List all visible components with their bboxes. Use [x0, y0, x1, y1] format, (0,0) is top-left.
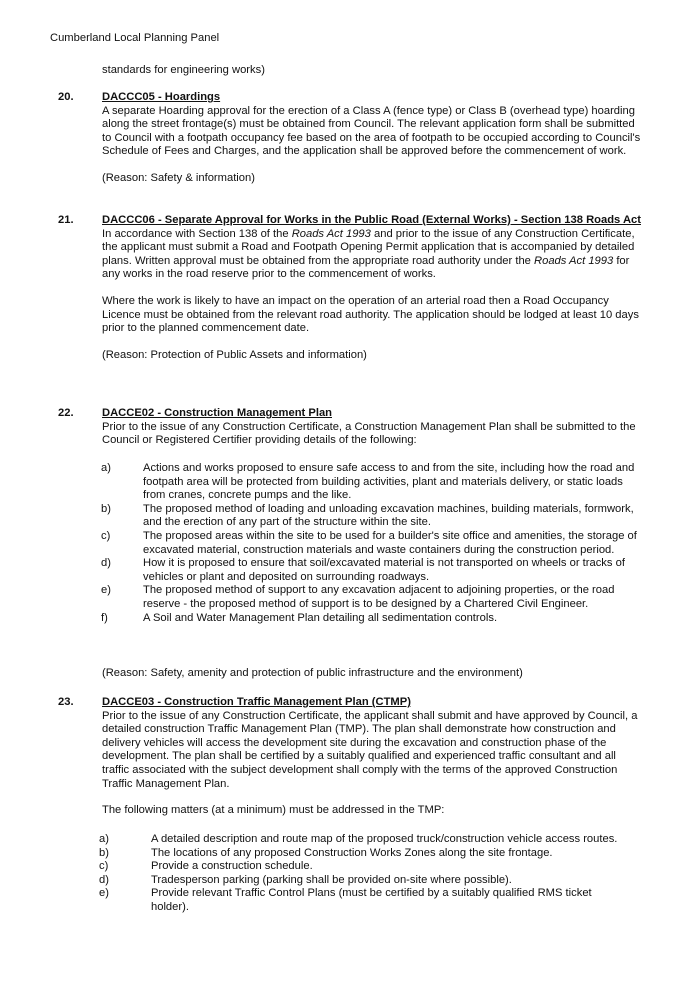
condition-number: 20. — [58, 91, 74, 103]
condition-22-list — [101, 462, 641, 625]
continuation-text: standards for engineering works) — [102, 64, 265, 76]
list-item: e) The proposed method of support to any excavation adjacent to adjoining properties, or the road reserve - the proposed method of support is to be designed by a Chartered Civil Engineer. — [101, 584, 615, 610]
condition-reason: (Reason: Safety & information) — [102, 171, 255, 184]
condition-reason: (Reason: Safety, amenity and protection of public infrastructure and the environment) — [102, 667, 523, 679]
list-item: c) The proposed areas within the site to be used for a builder's site office and amenities, the storage of excavated material, construction materials and waste containers during the construction period. — [101, 529, 637, 556]
condition-intro: Prior to the issue of any Construction Certificate, a Construction Management Plan shall be submitted to the Council or Registered Certifier providing details of the following: — [102, 420, 636, 447]
condition-title: DACCE02 - Construction Management Plan — [102, 407, 332, 419]
condition-body: In accordance with Section 138 of the Roads Act 1993 and prior to the issue of any Construction Certificate, the applicant must submit a Road and Footpath Opening Permit application that is accompanied by detailed plans. Written approval must be obtained from the appropriate road authority under the Roads Act 1993 for any works in the road reserve prior to the commencement of works. — [102, 227, 635, 281]
condition-23-list — [99, 833, 629, 915]
condition-title: DACCE03 - Construction Traffic Management Plan (CTMP) — [102, 696, 411, 708]
condition-21 — [102, 214, 642, 362]
list-item: c) Provide a construction schedule. — [99, 860, 313, 873]
condition-title: DACCC06 - Separate Approval for Works in the Public Road (External Works) - Section 138 Roads Act — [102, 214, 641, 226]
list-item: f) A Soil and Water Management Plan detailing all sedimentation controls. — [101, 611, 498, 624]
list-item: d) How it is proposed to ensure that soil/excavated material is not transported on wheels or tracks of vehicles or plant and deposited on surrounding roadways. — [101, 557, 625, 583]
condition-number: 23. — [58, 696, 74, 708]
list-item: d) Tradesperson parking (parking shall be provided on-site where possible). — [99, 873, 512, 886]
condition-reason: (Reason: Protection of Public Assets and information) — [102, 348, 367, 361]
list-item: b) The locations of any proposed Construction Works Zones along the site frontage. — [99, 846, 553, 859]
condition-intro: Prior to the issue of any Construction Certificate, the applicant shall submit and have approved by Council, a detailed construction Traffic Management Plan (TMP). The plan shall demonstrate how construction and delivery vehicles will access the development site during the excavation and construction phase of the development. The plan shall be certified by a suitably qualified and experienced traffic consultant and all traffic associated with the subject development shall comply with the terms of the approved Construction Traffic Management Plan. — [102, 709, 638, 790]
list-item: a) Actions and works proposed to ensure safe access to and from the site, including how the road and footpath area will be protected from building activities, plant and materials delivery, or static loads from cranes, concrete pumps and the like. — [101, 462, 635, 502]
condition-22 — [102, 407, 642, 448]
list-item: e) Provide relevant Traffic Control Plans (must be certified by a suitably qualified RMS ticket holder). — [99, 887, 592, 913]
condition-lead: The following matters (at a minimum) must be addressed in the TMP: — [102, 804, 445, 817]
condition-body-2: Where the work is likely to have an impact on the operation of an arterial road then a Road Occupancy Licence must be obtained from the relevant road authority. The application should be lodged at least 10 days prior to the planned commencement date. — [102, 294, 639, 335]
condition-number: 21. — [58, 214, 74, 226]
condition-body: A separate Hoarding approval for the erection of a Class A (fence type) or Class B (overhead type) hoarding along the street frontage(s) must be obtained from Council. The relevant application form shall be submitted to Council with a footpath occupancy fee based on the area of footpath to be occupied according to Council's Schedule of Fees and Charges, and the application shall be approved before the commencement of work. — [102, 104, 641, 158]
condition-20 — [102, 91, 642, 186]
list-item: a) A detailed description and route map of the proposed truck/construction vehicle access routes. — [99, 833, 618, 845]
condition-23 — [102, 696, 642, 818]
condition-number: 22. — [58, 407, 74, 419]
page-header: Cumberland Local Planning Panel — [50, 32, 220, 44]
condition-title: DACCC05 - Hoardings — [102, 91, 221, 103]
list-item: b) The proposed method of loading and unloading excavation machines, building materials, formwork, and the erection of any part of the structure within the site. — [101, 502, 634, 529]
